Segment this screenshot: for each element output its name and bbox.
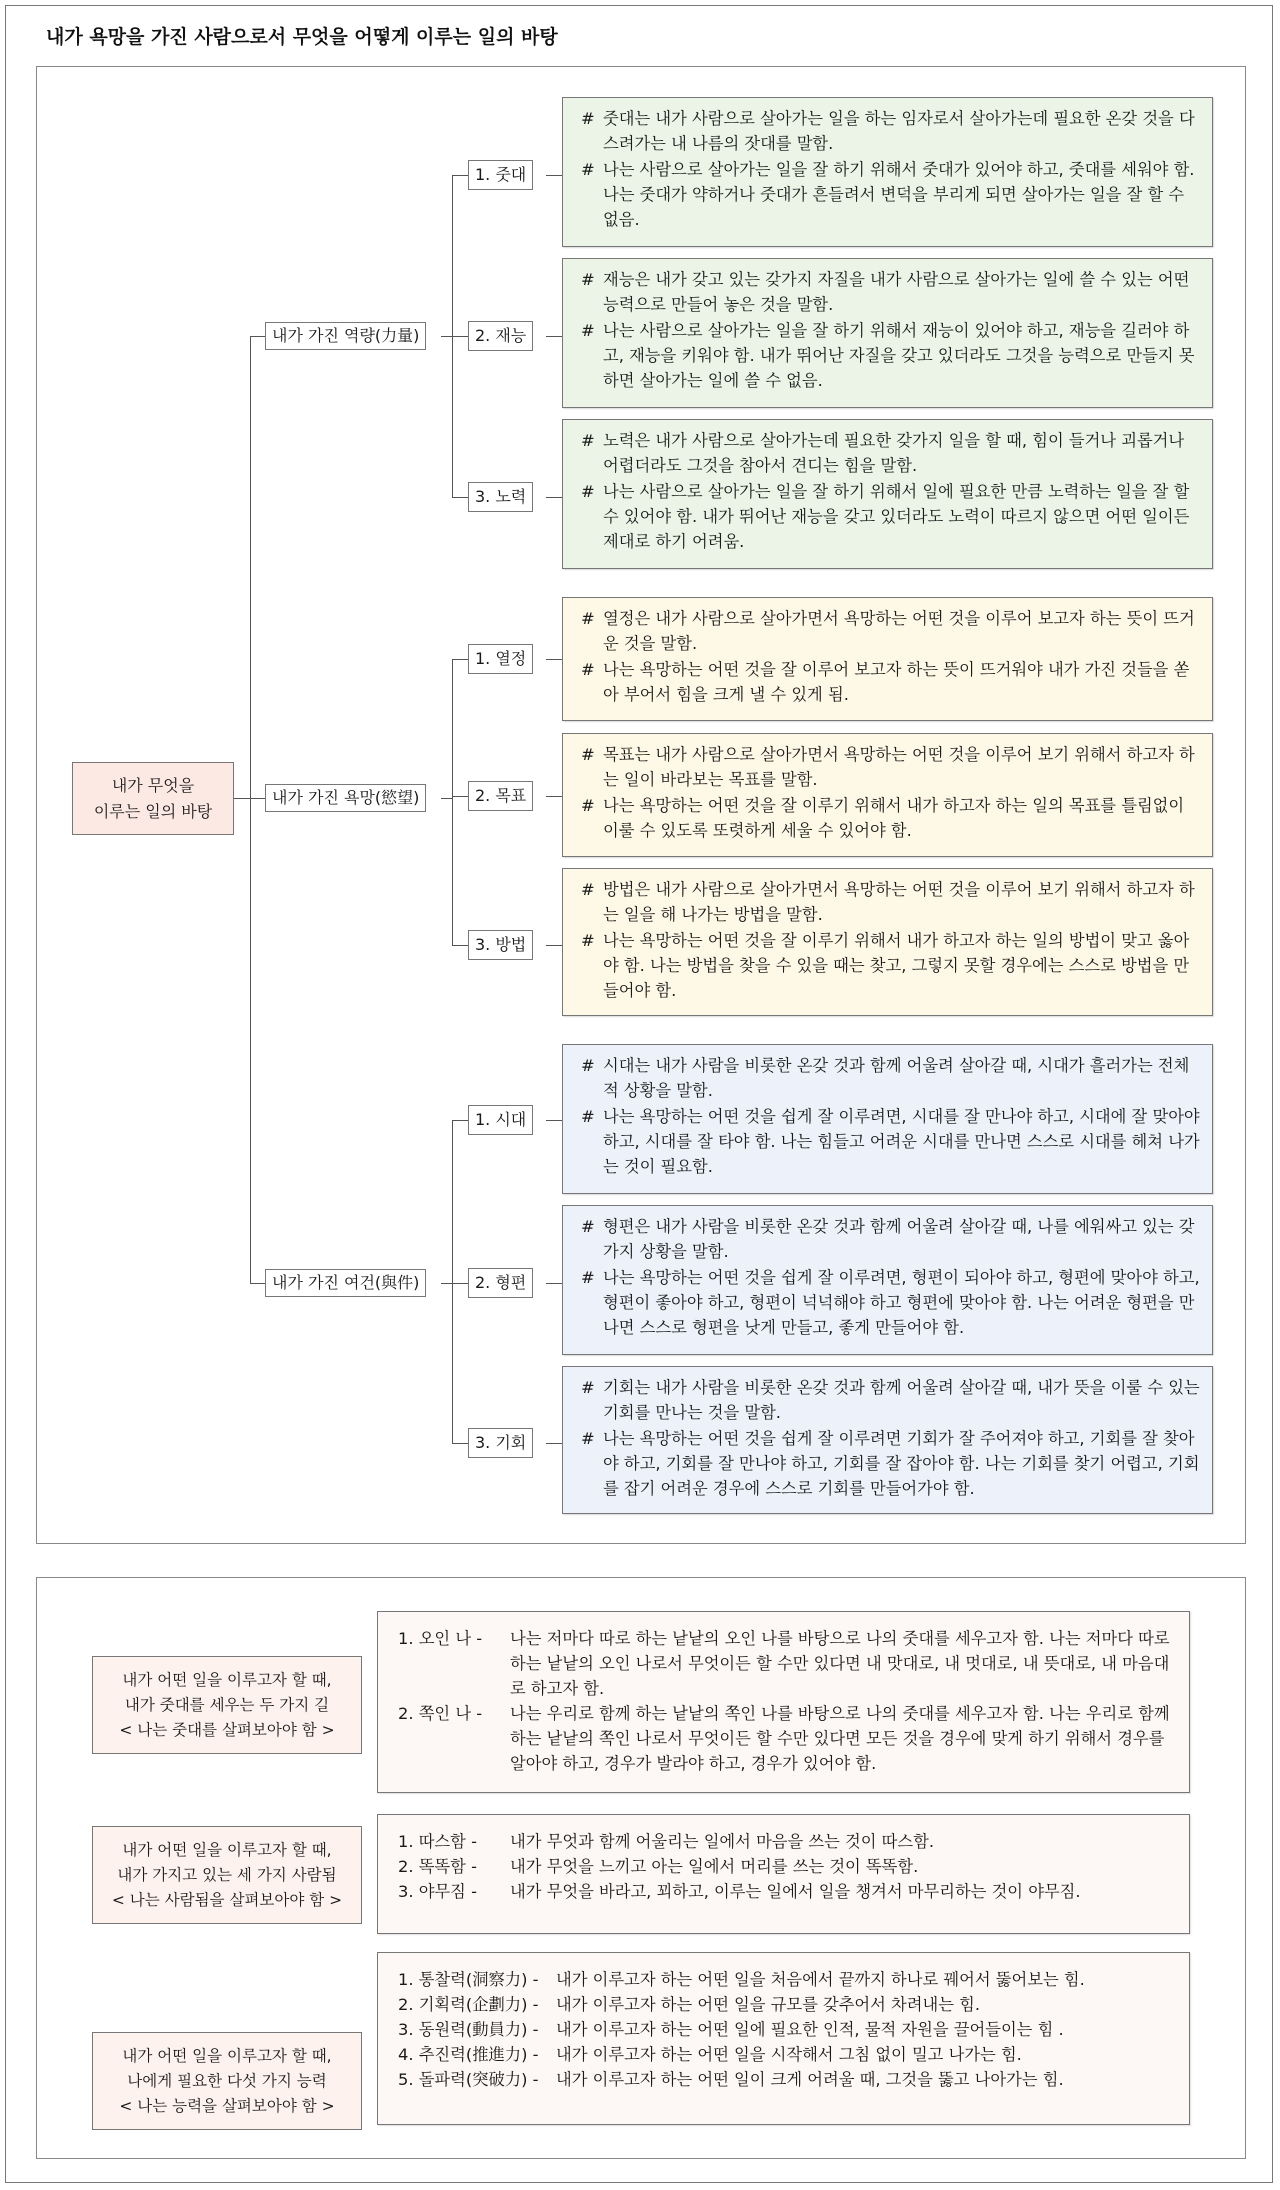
- summary-row-key: 3. 동원력(動員力) -: [398, 2020, 544, 2039]
- summary-label-line: 내가 가지고 있는 세 가지 사람됨: [117, 1865, 337, 1884]
- leaf-connector-condition-1: [452, 1120, 468, 1121]
- bullet-text: 나는 욕망하는 어떤 것을 잘 이루어 보고자 하는 뜻이 뜨거워야 내가 가진 것들을 쏟아 부어서 힘을 크게 낼 수 있게 됨.: [603, 660, 1190, 704]
- summary-row-text: 나는 저마다 따로 하는 낱낱의 오인 나를 바탕으로 나의 줏대를 세우고자 함. 나는 저마다 따로 하는 낱낱의 오인 나로서 무엇이든 할 수만 있다면 내 맛대로, 내 멋대로, 내 뜻대로, 내 마음대로 하고자 함.: [510, 1629, 1170, 1698]
- summary-row: [398, 2042, 1175, 2067]
- leaf-connector-desire-2: [452, 796, 468, 797]
- description-bullet: [581, 877, 1202, 927]
- summary-row: [398, 1992, 1175, 2017]
- bullet-text: 재능은 내가 갖고 있는 갖가지 자질을 내가 사람으로 살아가는 일에 쓸 수 있는 어떤 능력으로 만들어 놓은 것을 말함.: [603, 270, 1190, 314]
- description-box-ability-3: [562, 419, 1213, 569]
- root-line-2: 이루는 일의 바탕: [93, 801, 213, 821]
- leaf-spine-condition: [452, 1120, 453, 1444]
- leaf-connector-condition-3: [452, 1443, 468, 1444]
- summary-row-key: 1. 통찰력(洞察力) -: [398, 1970, 544, 1989]
- leaf-node-ability-1: 1. 줏대: [468, 160, 533, 190]
- leaf-connector-ability-3: [452, 497, 468, 498]
- leaf-to-desc-connector-desire-3: [546, 945, 562, 946]
- summary-row-text: 내가 이루고자 하는 어떤 일을 처음에서 끝까지 하나로 꿰어서 뚫어보는 힘.: [556, 1970, 1085, 1989]
- bullet-mark: #: [581, 1268, 595, 1287]
- description-box-desire-1: [562, 597, 1213, 721]
- bullet-mark: #: [581, 431, 595, 450]
- description-bullet: [581, 1214, 1202, 1264]
- branch-node-desire: 내가 가진 욕망(慾望): [265, 784, 426, 812]
- bullet-text: 나는 사람으로 살아가는 일을 잘 하기 위해서 줏대가 있어야 하고, 줏대를 세워야 함. 나는 줏대가 약하거나 줏대가 흔들려서 변덕을 부리게 되면 살아가는 일을 잘 할 수 없음.: [603, 160, 1195, 229]
- summary-row-key: 1. 오인 나 -: [398, 1629, 488, 1648]
- leaf-spine-desire: [452, 659, 453, 946]
- summary-row-text: 내가 무엇과 함께 어울리는 일에서 마음을 쓰는 것이 따스함.: [510, 1832, 935, 1851]
- bullet-mark: #: [581, 745, 595, 764]
- summary-content-capability: [377, 1952, 1190, 2125]
- summary-row-text: 내가 무엇을 바라고, 꾀하고, 이루는 일에서 일을 챙겨서 마무리하는 것이 야무짐.: [510, 1882, 1081, 1901]
- summary-row-text: 내가 이루고자 하는 어떤 일에 필요한 인적, 물적 자원을 끌어들이는 힘 .: [556, 2020, 1064, 2039]
- bullet-text: 방법은 내가 사람으로 살아가면서 욕망하는 어떤 것을 이루어 보기 위해서 하고자 하는 일을 해 나가는 방법을 말함.: [603, 880, 1195, 924]
- bullet-text: 나는 사람으로 살아가는 일을 잘 하기 위해서 재능이 있어야 하고, 재능을 길러야 하고, 재능을 키워야 함. 내가 뛰어난 자질을 갖고 있더라도 그것을 능력으로 만들지 못하면 살아가는 일에 쓸 수 없음.: [603, 321, 1195, 390]
- description-bullet: [581, 267, 1202, 317]
- description-bullet: [581, 793, 1202, 843]
- description-bullet: [581, 742, 1202, 792]
- summary-row: [398, 1879, 1175, 1904]
- summary-row-text: 내가 이루고자 하는 어떤 일을 규모를 갖추어서 차려내는 힘.: [556, 1995, 981, 2014]
- description-bullet: [581, 657, 1202, 707]
- leaf-to-desc-connector-ability-1: [546, 175, 562, 176]
- summary-row-key: 1. 따스함 -: [398, 1832, 483, 1851]
- bullet-mark: #: [581, 1217, 595, 1236]
- leaf-node-desire-1: 1. 열정: [468, 644, 533, 674]
- description-box-ability-2: [562, 258, 1213, 408]
- summary-row-text: 내가 이루고자 하는 어떤 일이 크게 어려울 때, 그것을 뚫고 나아가는 힘.: [556, 2070, 1064, 2089]
- branch-to-leaf-connector-ability: [441, 336, 452, 337]
- bullet-mark: #: [581, 931, 595, 950]
- summary-label-line: < 나는 줏대를 살펴보아야 함 >: [119, 1720, 335, 1739]
- bullet-text: 나는 욕망하는 어떤 것을 쉽게 잘 이루려면, 시대를 잘 만나야 하고, 시대에 잘 맞아야 하고, 시대를 잘 타야 함. 나는 힘들고 어려운 시대를 만나면 스스로 시대를 헤쳐 나가는 것이 필요함.: [603, 1107, 1200, 1176]
- description-bullet: [581, 1375, 1202, 1425]
- description-bullet: [581, 1265, 1202, 1340]
- description-bullet: [581, 428, 1202, 478]
- summary-row: [398, 1829, 1175, 1854]
- summary-row: [398, 1701, 1175, 1776]
- leaf-node-condition-3: 3. 기회: [468, 1428, 533, 1458]
- leaf-to-desc-connector-desire-2: [546, 796, 562, 797]
- leaf-node-desire-3: 3. 방법: [468, 930, 533, 960]
- bullet-text: 나는 욕망하는 어떤 것을 쉽게 잘 이루려면, 형편이 되아야 하고, 형편에 맞아야 하고, 형편이 좋아야 하고, 형편이 넉넉해야 하고 형편에 맞아야 함. 나는 어려운 형편을 만나면 스스로 형편을 낫게 만들고, 좋게 만들어야 함.: [603, 1268, 1200, 1337]
- summary-row: [398, 1626, 1175, 1701]
- summary-label-capability: [92, 2032, 362, 2130]
- summary-row-text: 내가 이루고자 하는 어떤 일을 시작해서 그침 없이 밀고 나가는 힘.: [556, 2045, 1022, 2064]
- description-bullet: [581, 928, 1202, 1003]
- bullet-mark: #: [581, 482, 595, 501]
- root-line-1: 내가 무엇을: [111, 775, 195, 795]
- bullet-mark: #: [581, 1378, 595, 1397]
- description-box-desire-3: [562, 868, 1213, 1016]
- trunk-line: [250, 336, 251, 1284]
- description-bullet: [581, 1426, 1202, 1501]
- summary-label-line: < 나는 사람됨을 살펴보아야 함 >: [111, 1890, 343, 1909]
- bullet-mark: #: [581, 796, 595, 815]
- branch-node-condition: 내가 가진 여건(與件): [265, 1269, 426, 1297]
- leaf-node-ability-2: 2. 재능: [468, 321, 533, 351]
- description-box-ability-1: [562, 97, 1213, 247]
- summary-label-backbone: [92, 1656, 362, 1754]
- leaf-connector-ability-1: [452, 175, 468, 176]
- description-box-desire-2: [562, 733, 1213, 857]
- leaf-node-desire-2: 2. 목표: [468, 781, 533, 811]
- summary-row-key: 2. 똑똑함 -: [398, 1857, 483, 1876]
- bullet-mark: #: [581, 1107, 595, 1126]
- bullet-mark: #: [581, 160, 595, 179]
- branch-connector-condition: [250, 1283, 265, 1284]
- summary-content-character: [377, 1814, 1190, 1934]
- bullet-mark: #: [581, 609, 595, 628]
- bullet-mark: #: [581, 1056, 595, 1075]
- summary-row-key: 3. 야무짐 -: [398, 1882, 483, 1901]
- leaf-connector-desire-1: [452, 659, 468, 660]
- bullet-text: 목표는 내가 사람으로 살아가면서 욕망하는 어떤 것을 이루어 보기 위해서 하고자 하는 일이 바라보는 목표를 말함.: [603, 745, 1195, 789]
- bullet-mark: #: [581, 660, 595, 679]
- summary-row-key: 4. 추진력(推進力) -: [398, 2045, 544, 2064]
- summary-label-line: < 나는 능력을 살펴보아야 함 >: [119, 2096, 335, 2115]
- page-title: 내가 욕망을 가진 사람으로서 무엇을 어떻게 이루는 일의 바탕: [46, 26, 558, 48]
- summary-row-text: 내가 무엇을 느끼고 아는 일에서 머리를 쓰는 것이 똑똑함.: [510, 1857, 919, 1876]
- bullet-text: 나는 욕망하는 어떤 것을 쉽게 잘 이루려면 기회가 잘 주어져야 하고, 기회를 잘 찾아야 하고, 기회를 잘 만나야 하고, 기회를 잘 잡아야 함. 나는 기회를 찾기 어렵고, 기회를 잡기 어려운 경우에 스스로 기회를 만들어가야 함.: [603, 1429, 1200, 1498]
- bullet-text: 열정은 내가 사람으로 살아가면서 욕망하는 어떤 것을 이루어 보고자 하는 뜻이 뜨거운 것을 말함.: [603, 609, 1195, 653]
- bullet-text: 나는 사람으로 살아가는 일을 잘 하기 위해서 일에 필요한 만큼 노력하는 일을 잘 할 수 있어야 함. 내가 뛰어난 재능을 갖고 있더라도 노력이 따르지 않으면 어떤 일이든 제대로 하기 어려움.: [603, 482, 1190, 551]
- branch-to-leaf-connector-condition: [441, 1283, 452, 1284]
- bullet-mark: #: [581, 109, 595, 128]
- summary-label-line: 나에게 필요한 다섯 가지 능력: [127, 2071, 327, 2090]
- summary-label-line: 내가 어떤 일을 이루고자 할 때,: [122, 2046, 332, 2065]
- bullet-text: 형편은 내가 사람을 비롯한 온갖 것과 함께 어울려 살아갈 때, 나를 에워싸고 있는 갖가지 상황을 말함.: [603, 1217, 1195, 1261]
- leaf-to-desc-connector-ability-2: [546, 336, 562, 337]
- leaf-to-desc-connector-desire-1: [546, 659, 562, 660]
- bullet-text: 기회는 내가 사람을 비롯한 온갖 것과 함께 어울려 살아갈 때, 내가 뜻을 이룰 수 있는 기회를 만나는 것을 말함.: [603, 1378, 1200, 1422]
- summary-label-line: 내가 어떤 일을 이루고자 할 때,: [122, 1670, 332, 1689]
- branch-connector-ability: [250, 336, 265, 337]
- description-bullet: [581, 606, 1202, 656]
- leaf-to-desc-connector-ability-3: [546, 497, 562, 498]
- description-bullet: [581, 1053, 1202, 1103]
- branch-connector-desire: [250, 798, 265, 799]
- description-bullet: [581, 106, 1202, 156]
- summary-row-key: 5. 돌파력(突破力) -: [398, 2070, 544, 2089]
- leaf-node-condition-1: 1. 시대: [468, 1105, 533, 1135]
- summary-label-line: 내가 어떤 일을 이루고자 할 때,: [122, 1840, 332, 1859]
- root-node: [72, 762, 234, 835]
- summary-row-key: 2. 쪽인 나 -: [398, 1704, 488, 1723]
- description-bullet: [581, 157, 1202, 232]
- summary-row: [398, 2067, 1175, 2092]
- bullet-text: 노력은 내가 사람으로 살아가는데 필요한 갖가지 일을 할 때, 힘이 들거나 괴롭거나 어렵더라도 그것을 참아서 견디는 힘을 말함.: [603, 431, 1185, 475]
- leaf-to-desc-connector-condition-3: [546, 1443, 562, 1444]
- description-bullet: [581, 1104, 1202, 1179]
- summary-row-text: 나는 우리로 함께 하는 낱낱의 쪽인 나를 바탕으로 나의 줏대를 세우고자 함. 나는 우리로 함께 하는 낱낱의 쪽인 나로서 무엇이든 할 수만 있다면 모든 것을 경우에 맞게 하기 위해서 경우를 알아야 하고, 경우가 발라야 하고, 경우가 있어야 함.: [510, 1704, 1170, 1773]
- leaf-node-ability-3: 3. 노력: [468, 482, 533, 512]
- summary-row: [398, 2017, 1175, 2042]
- bullet-text: 줏대는 내가 사람으로 살아가는 일을 하는 임자로서 살아가는데 필요한 온갖 것을 다스려가는 내 나름의 잣대를 말함.: [603, 109, 1195, 153]
- leaf-to-desc-connector-condition-2: [546, 1283, 562, 1284]
- leaf-connector-condition-2: [452, 1283, 468, 1284]
- summary-row: [398, 1854, 1175, 1879]
- bullet-text: 나는 욕망하는 어떤 것을 잘 이루기 위해서 내가 하고자 하는 일의 목표를 틀림없이 이룰 수 있도록 또렷하게 세울 수 있어야 함.: [603, 796, 1185, 840]
- bullet-mark: #: [581, 270, 595, 289]
- branch-node-ability: 내가 가진 역량(力量): [265, 322, 426, 350]
- summary-label-character: [92, 1826, 362, 1924]
- bullet-text: 시대는 내가 사람을 비롯한 온갖 것과 함께 어울려 살아갈 때, 시대가 흘러가는 전체적 상황을 말함.: [603, 1056, 1190, 1100]
- branch-to-leaf-connector-desire: [441, 798, 452, 799]
- description-bullet: [581, 318, 1202, 393]
- description-box-condition-1: [562, 1044, 1213, 1194]
- summary-row: [398, 1967, 1175, 1992]
- bullet-mark: #: [581, 321, 595, 340]
- summary-label-line: 내가 줏대를 세우는 두 가지 길: [124, 1695, 330, 1714]
- bullet-mark: #: [581, 880, 595, 899]
- description-bullet: [581, 479, 1202, 554]
- leaf-connector-desire-3: [452, 945, 468, 946]
- description-box-condition-3: [562, 1366, 1213, 1514]
- bullet-mark: #: [581, 1429, 595, 1448]
- summary-content-backbone: [377, 1611, 1190, 1793]
- leaf-node-condition-2: 2. 형편: [468, 1268, 533, 1298]
- summary-row-key: 2. 기획력(企劃力) -: [398, 1995, 544, 2014]
- bullet-text: 나는 욕망하는 어떤 것을 잘 이루기 위해서 내가 하고자 하는 일의 방법이 맞고 옳아야 함. 나는 방법을 찾을 수 있을 때는 찾고, 그렇지 못할 경우에는 스스로 방법을 만들어야 함.: [603, 931, 1190, 1000]
- description-box-condition-2: [562, 1205, 1213, 1355]
- leaf-connector-ability-2: [452, 336, 468, 337]
- root-connector: [234, 798, 250, 799]
- leaf-to-desc-connector-condition-1: [546, 1120, 562, 1121]
